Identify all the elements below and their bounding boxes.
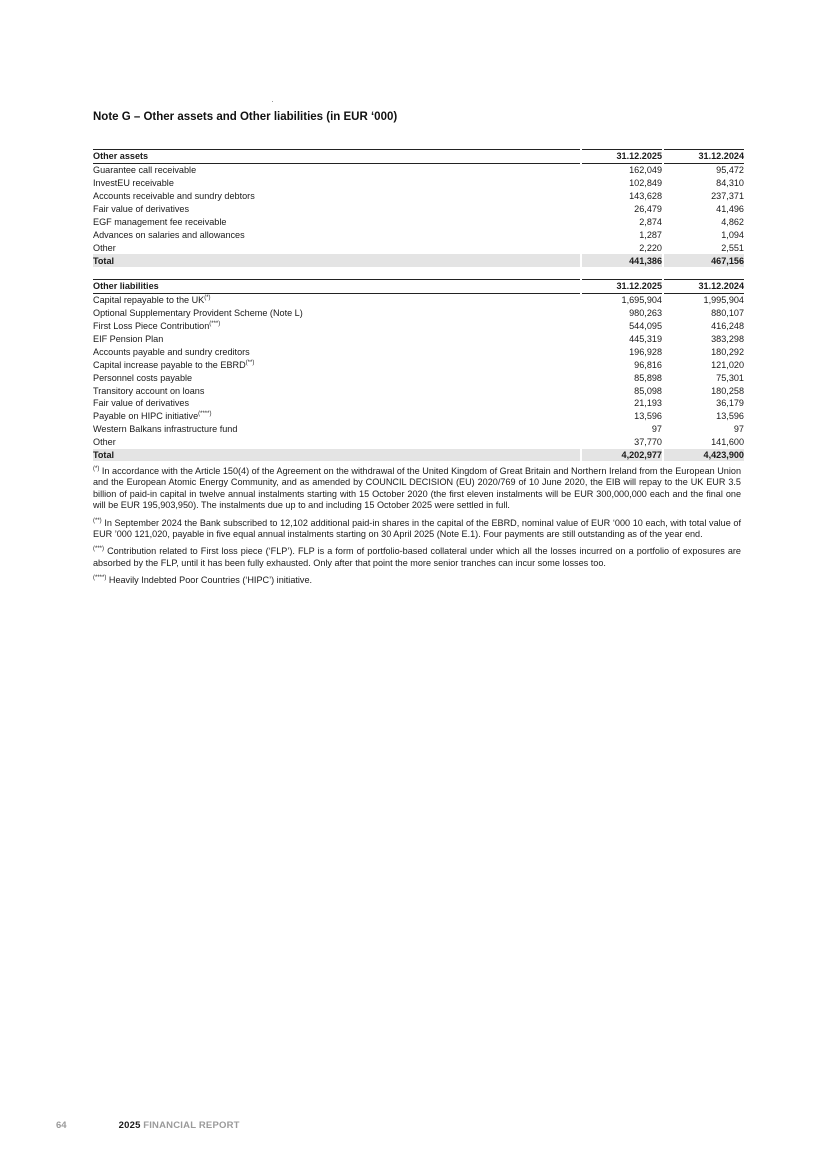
assets-header-label: Other assets xyxy=(93,150,580,164)
row-label xyxy=(93,345,580,358)
page-title: Note G – Other assets and Other liabilities (in EUR ‘000) xyxy=(93,111,398,123)
row-label xyxy=(93,190,580,203)
row-label-text: Capital increase payable to the EBRD xyxy=(93,359,246,370)
value-2024: 383,298 xyxy=(711,334,744,344)
row-label xyxy=(93,320,580,333)
value-2024: 13,596 xyxy=(716,411,744,422)
other-liabilities-table xyxy=(93,279,744,461)
value-2025: 85,898 xyxy=(634,372,662,383)
value-2025: 1,695,904 xyxy=(621,295,662,306)
row-label xyxy=(93,177,580,190)
value-2024: 121,020 xyxy=(711,359,744,370)
value-2025: 13,596 xyxy=(634,411,662,422)
table-row xyxy=(93,423,744,436)
assets-header-row xyxy=(93,150,744,164)
row-label-text: Fair value of derivatives xyxy=(93,398,190,409)
row-label xyxy=(93,358,580,371)
value-2025: 980,263 xyxy=(629,308,662,319)
table-row xyxy=(93,203,744,216)
table-row xyxy=(93,190,744,203)
row-label xyxy=(93,423,580,436)
row-label-text: First Loss Piece Contribution xyxy=(93,321,210,332)
total-2024: 467,156 xyxy=(664,254,744,267)
row-label-text: EGF management fee receivable xyxy=(93,216,227,227)
footnote-text: In accordance with the Article 150(4) of the Agreement on the withdrawal of the United Kingdom of Great Britain and Northern Ireland from the European Union and the European Atomic Energy Community, and as amended by COUNCIL DECISION (EU) 2020/769 of 10 June 2020, the EIB will repay to the UK EUR 3.5 billion of paid-in capital in twelve annual instalments starting with 15 October 2020 (the first eleven instalments will be EUR 300,000,000 each and the final one will be EUR 195,903,950). The instalments due up to and including 15 October 2025 were settled in full. xyxy=(93,466,741,511)
footnote xyxy=(93,466,741,512)
footnote-text: Contribution related to First loss piece (‘FLP’). FLP is a form of portfolio-based collateral under which all the losses incurred on a portfolio of exposures are absorbed by the FLP, until it has been fully exhausted. Only after that point the more senior tranches can incur some losses too. xyxy=(93,546,741,568)
liabilities-total-row xyxy=(93,449,744,462)
value-2024: 141,600 xyxy=(711,437,744,448)
value-2025: 196,928 xyxy=(629,346,662,357)
liabilities-header-row xyxy=(93,280,744,294)
table-row xyxy=(93,436,744,449)
value-2025: 26,479 xyxy=(634,204,662,214)
row-label-text: Personnel costs payable xyxy=(93,372,193,383)
liabilities-header-2025: 31.12.2025 xyxy=(582,280,662,294)
row-label xyxy=(93,215,580,228)
table-row xyxy=(93,333,744,346)
value-2024: 237,371 xyxy=(711,191,744,202)
row-label xyxy=(93,410,580,423)
footnote-text: Heavily Indebted Poor Countries (‘HIPC’) initiative. xyxy=(106,575,313,586)
table-row xyxy=(93,177,744,190)
footnote-marker: (****) xyxy=(198,411,212,418)
row-label-text: Other xyxy=(93,437,116,448)
footnote xyxy=(93,575,741,586)
value-2024: 416,248 xyxy=(711,321,744,332)
value-2024: 1,995,904 xyxy=(703,295,744,306)
stray-dot xyxy=(272,101,273,102)
row-label-text: Advances on salaries and allowances xyxy=(93,229,245,240)
table-row xyxy=(93,307,744,320)
value-2025: 143,628 xyxy=(629,191,662,202)
row-label-text: Western Balkans infrastructure fund xyxy=(93,424,238,435)
row-label-text: Transitory account on loans xyxy=(93,385,205,396)
total-label: Total xyxy=(93,449,580,462)
value-2025: 445,319 xyxy=(629,334,662,344)
value-2024: 41,496 xyxy=(716,204,744,214)
row-label-text: EIF Pension Plan xyxy=(93,334,164,344)
value-2024: 2,551 xyxy=(721,242,744,253)
table-row xyxy=(93,215,744,228)
liabilities-header-2024: 31.12.2024 xyxy=(664,280,744,294)
footnote-marker: (*) xyxy=(93,466,100,472)
table-row xyxy=(93,397,744,410)
value-2024: 880,107 xyxy=(711,308,744,319)
value-2025: 2,220 xyxy=(639,242,662,253)
value-2025: 96,816 xyxy=(634,359,662,370)
row-label xyxy=(93,228,580,241)
value-2025: 544,095 xyxy=(629,321,662,332)
row-label-text: Other xyxy=(93,242,116,253)
footnote-marker: (*) xyxy=(204,295,211,302)
row-label-text: Fair value of derivatives xyxy=(93,204,190,214)
liabilities-header-label: Other liabilities xyxy=(93,280,580,294)
value-2024: 1,094 xyxy=(721,229,744,240)
footnote xyxy=(93,518,741,541)
value-2024: 75,301 xyxy=(716,372,744,383)
row-label xyxy=(93,397,580,410)
total-2025: 441,386 xyxy=(582,254,662,267)
row-label xyxy=(93,203,580,216)
row-label-text: Capital repayable to the UK xyxy=(93,295,205,306)
row-label xyxy=(93,241,580,254)
footnote-marker: (**) xyxy=(245,359,255,366)
table-row xyxy=(93,293,744,306)
row-label-text: Accounts payable and sundry creditors xyxy=(93,346,250,357)
page-number: 64 xyxy=(56,1120,67,1131)
value-2025: 2,874 xyxy=(639,216,662,227)
value-2024: 84,310 xyxy=(716,178,744,189)
value-2025: 37,770 xyxy=(634,437,662,448)
assets-total-row xyxy=(93,254,744,267)
footnote-text: In September 2024 the Bank subscribed to 12,102 additional paid-in shares in the capital of the EBRD, nominal value of EUR ‘000 10 each, with total value of EUR ’000 121,020, payable in five equal annual instalments starting on 30 April 2025 (Note E.1). Four payments are still outstanding as of the year end. xyxy=(93,517,741,540)
value-2024: 95,472 xyxy=(716,165,744,176)
row-label xyxy=(93,436,580,449)
page-footer xyxy=(56,1120,240,1131)
table-row xyxy=(93,358,744,371)
footnote-marker: (****) xyxy=(93,575,107,582)
table-row xyxy=(93,371,744,384)
table-row xyxy=(93,345,744,358)
value-2024: 180,292 xyxy=(711,346,744,357)
value-2025: 21,193 xyxy=(634,398,662,409)
table-row xyxy=(93,163,744,176)
total-2025: 4,202,977 xyxy=(582,449,662,462)
value-2025: 102,849 xyxy=(629,178,662,189)
row-label xyxy=(93,384,580,397)
total-2024: 4,423,900 xyxy=(664,449,744,462)
row-label-text: Guarantee call receivable xyxy=(93,165,197,176)
value-2024: 180,258 xyxy=(711,385,744,396)
value-2025: 97 xyxy=(651,424,662,435)
table-row xyxy=(93,241,744,254)
footnote-marker: (***) xyxy=(93,546,105,553)
value-2025: 1,287 xyxy=(639,229,662,240)
other-assets-table xyxy=(93,149,744,267)
assets-header-2025: 31.12.2025 xyxy=(582,150,662,164)
row-label-text: InvestEU receivable xyxy=(93,178,174,189)
row-label-text: Accounts receivable and sundry debtors xyxy=(93,191,255,202)
row-label xyxy=(93,371,580,384)
row-label-text: Optional Supplementary Provident Scheme (Note L) xyxy=(93,308,303,319)
value-2024: 97 xyxy=(733,424,744,435)
row-label xyxy=(93,163,580,176)
footer-report-name: FINANCIAL REPORT xyxy=(143,1120,240,1131)
value-2025: 85,098 xyxy=(634,385,662,396)
footer-year: 2025 xyxy=(118,1120,141,1131)
table-row xyxy=(93,228,744,241)
row-label xyxy=(93,307,580,320)
value-2024: 36,179 xyxy=(716,398,744,409)
assets-header-2024: 31.12.2024 xyxy=(664,150,744,164)
table-row xyxy=(93,384,744,397)
footnote-marker: (**) xyxy=(93,517,102,524)
row-label xyxy=(93,293,580,306)
value-2024: 4,862 xyxy=(721,216,744,227)
table-row xyxy=(93,410,744,423)
total-label: Total xyxy=(93,254,580,267)
footnote xyxy=(93,546,741,569)
value-2025: 162,049 xyxy=(629,165,662,176)
table-row xyxy=(93,320,744,333)
row-label-text: Payable on HIPC initiative xyxy=(93,411,199,422)
row-label xyxy=(93,333,580,346)
footnotes xyxy=(93,466,741,593)
footnote-marker: (***) xyxy=(209,321,221,328)
